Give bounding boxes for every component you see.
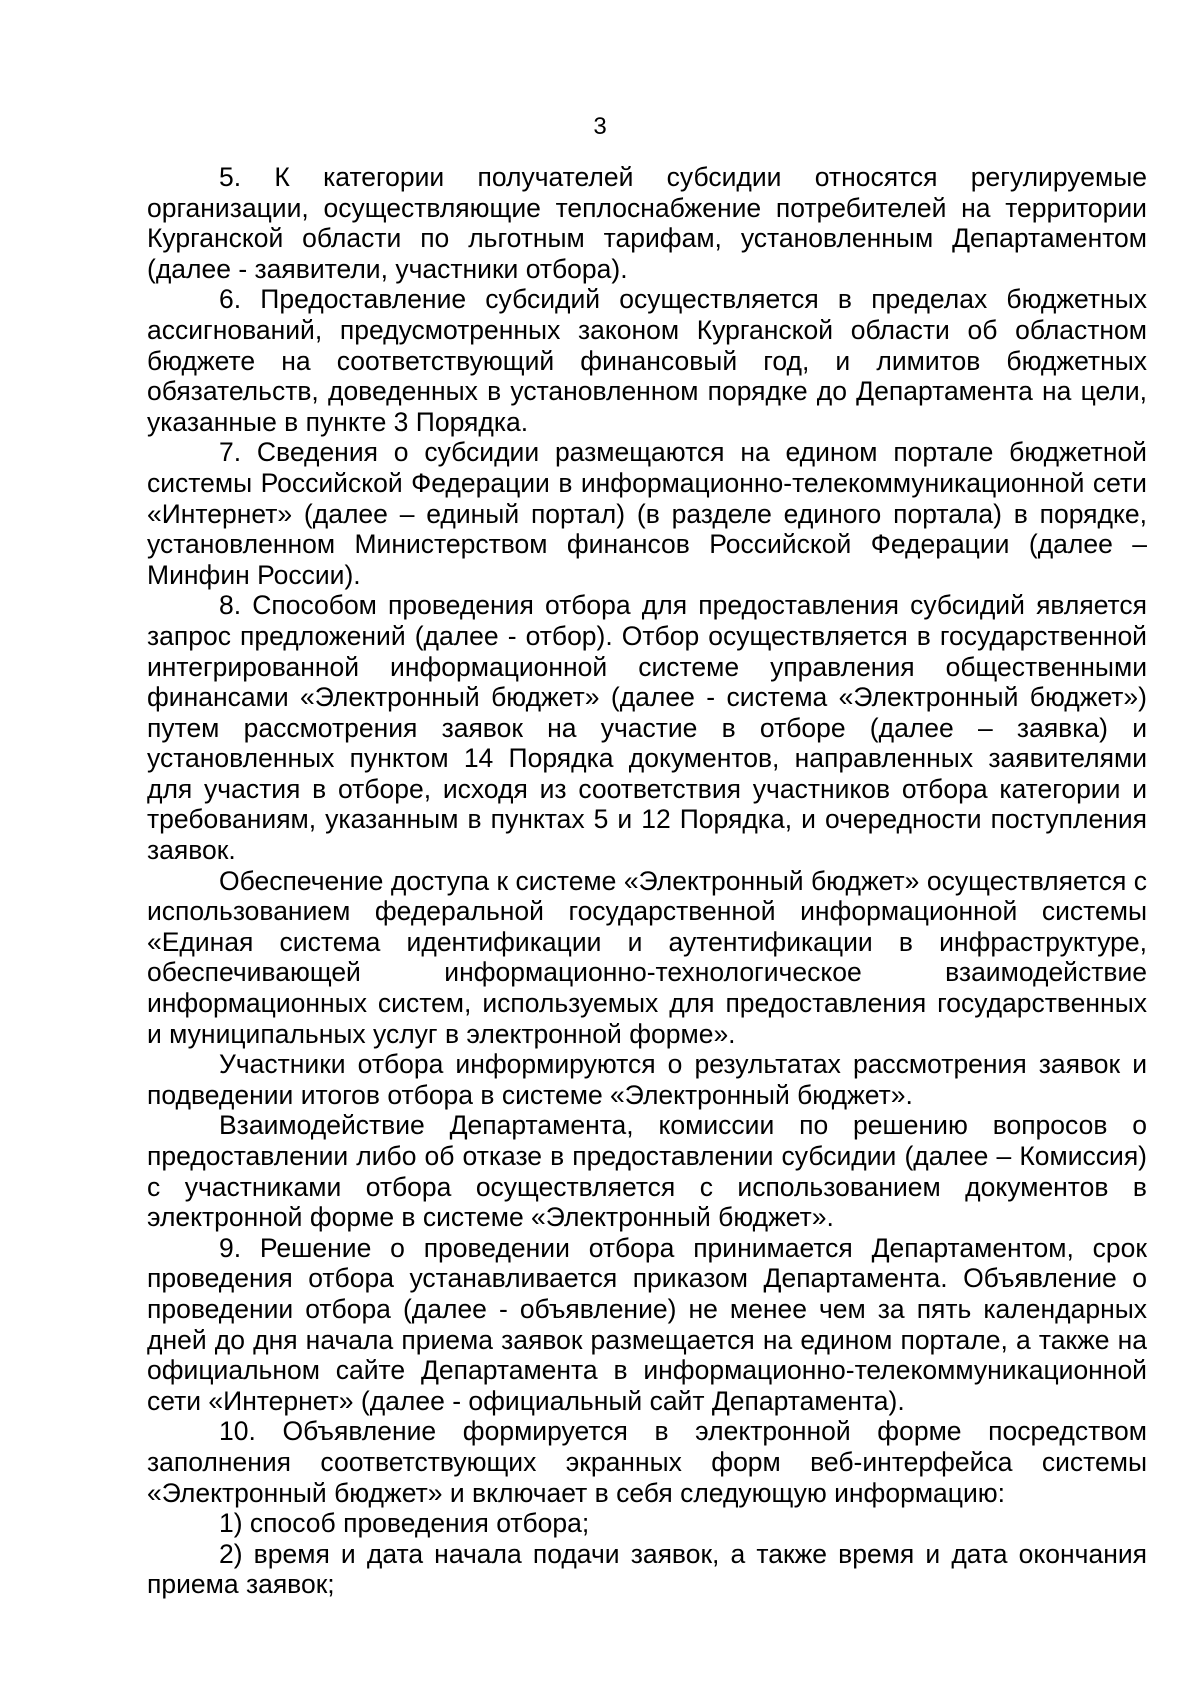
list-item-1: 1) способ проведения отбора; xyxy=(219,1508,590,1539)
paragraph-6: 6. Предоставление субсидий осуществляется в пределах бюджетных ассигнований, предусмотренных законом Курганской области об областном бюджете на соответствующий финансовый год, и лимитов бюджетных обязательств, доведенных в установленном порядке до Департамента на цели, указанные в пункте 3 Порядка. xyxy=(147,284,1147,437)
paragraph-8-participants: Участники отбора информируются о результатах рассмотрения заявок и подведении итогов отбора в системе «Электронный бюджет». xyxy=(147,1049,1147,1110)
paragraph-10: 10. Объявление формируется в электронной форме посредством заполнения соответствующих экранных форм веб-интерфейса системы «Электронный бюджет» и включает в себя следующую информацию: xyxy=(147,1416,1147,1508)
list-item-2: 2) время и дата начала подачи заявок, а также время и дата окончания приема заявок; xyxy=(147,1538,1147,1600)
paragraph-8: 8. Способом проведения отбора для предоставления субсидий является запрос предложений (далее - отбор). Отбор осуществляется в государственной интегрированной информационной системе управления общественными финансами «Электронный бюджет» (далее - система «Электронный бюджет») путем рассмотрения заявок на участие в отборе (далее – заявка) и установленных пунктом 14 Порядка документов, направленных заявителями для участия в отборе, исходя из соответствия участников отбора категории и требованиям, указанным в пунктах 5 и 12 Порядка, и очередности поступления заявок. xyxy=(147,590,1147,866)
paragraph-5: 5. К категории получателей субсидии относятся регулируемые организации, осуществляющие теплоснабжение потребителей на территории Курганской области по льготным тарифам, установленным Департаментом (далее - заявители, участники отбора). xyxy=(147,162,1147,284)
document-body xyxy=(147,162,1147,1600)
paragraph-7: 7. Сведения о субсидии размещаются на едином портале бюджетной системы Российской Федерации в информационно-телекоммуникационной сети «Интернет» (далее – единый портал) (в разделе единого портала) в порядке, установленном Министерством финансов Российской Федерации (далее – Минфин России). xyxy=(147,437,1147,590)
paragraph-8-access: Обеспечение доступа к системе «Электронный бюджет» осуществляется с использованием федеральной государственной информационной системы «Единая система идентификации и аутентификации в инфраструктуре, обеспечивающей информационно-технологическое взаимодействие информационных систем, используемых для предоставления государственных и муниципальных услуг в электронной форме». xyxy=(147,865,1147,1049)
paragraph-9: 9. Решение о проведении отбора принимается Департаментом, срок проведения отбора устанавливается приказом Департамента. Объявление о проведении отбора (далее - объявление) не менее чем за пять календарных дней до дня начала приема заявок размещается на едином портале, а также на официальном сайте Департамента в информационно-телекоммуникационной сети «Интернет» (далее - официальный сайт Департамента). xyxy=(147,1232,1147,1416)
paragraph-8-interaction: Взаимодействие Департамента, комиссии по решению вопросов о предоставлении либо об отказе в предоставлении субсидии (далее – Комиссия) с участниками отбора осуществляется с использованием документов в электронной форме в системе «Электронный бюджет». xyxy=(147,1110,1147,1233)
page-number: 3 xyxy=(593,113,607,140)
